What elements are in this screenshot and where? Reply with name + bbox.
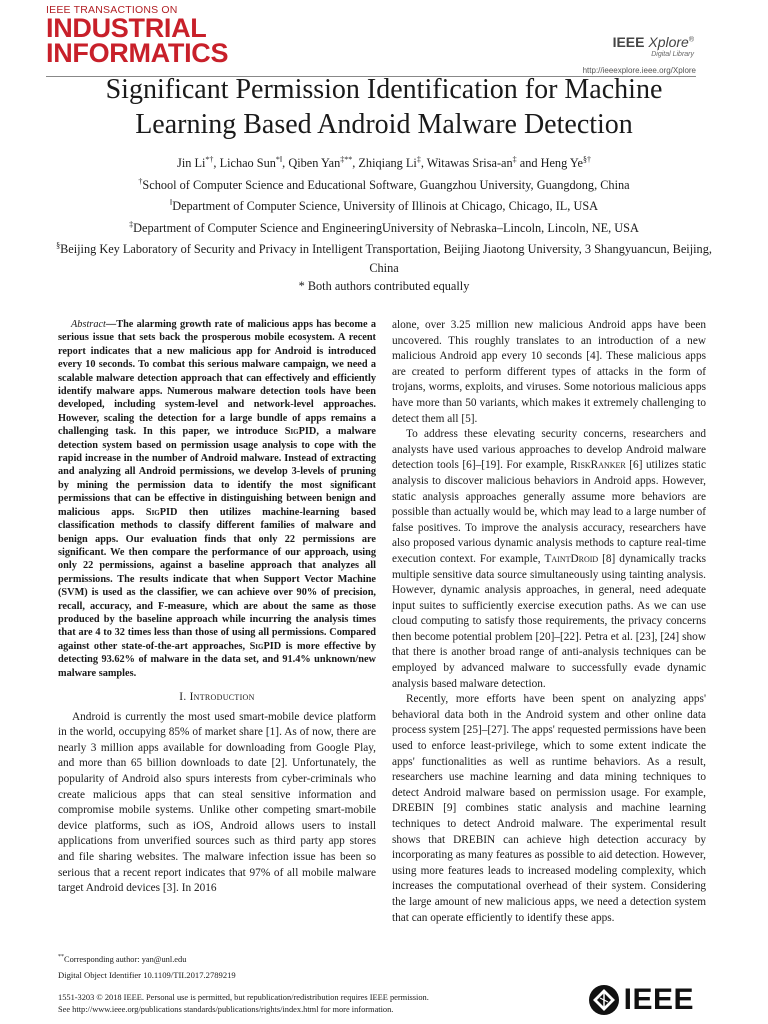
- authors-block: [40, 151, 728, 295]
- author-name: Lichao Sun: [219, 156, 276, 171]
- body-paragraph-1: alone, over 3.25 million new malicious Android apps have been uncovered. This roughly translates to an introduction of a new malicious Android app every 10 seconds [4]. These malicious apps are created to perform different types of attacks in the form of trojans, worms, exploits, and viruses. Some notorious malicious apps have more than 50 variants, which makes it extremely challenging to detect them all [5].: [392, 319, 706, 425]
- affiliation: [40, 216, 728, 238]
- section-heading-introduction: [58, 690, 376, 706]
- affiliation: [40, 173, 728, 195]
- sigpid-name: SigPID: [249, 640, 282, 652]
- paper-title: [40, 72, 728, 142]
- copyright-line-1: 1551-3203 © 2018 IEEE. Personal use is permitted, but republication/redistribution requires IEEE permission.: [58, 993, 429, 1002]
- masthead-line-2: INFORMATICS: [46, 38, 229, 68]
- author-name: Jin Li: [177, 156, 206, 171]
- author-marks: *‖: [275, 155, 283, 164]
- author-marks: ‡: [512, 155, 517, 164]
- copyright-line-2: See http://www.ieee.org/publications standards/publications/rights/index.html for more information.: [58, 1005, 394, 1014]
- equal-contribution-note: * Both authors contributed equally: [298, 278, 470, 293]
- footnote-text: Corresponding author: yan@unl.edu: [64, 954, 187, 964]
- abstract-part-3: then utilizes machine-learning based classification methods to classify different families of malware and benign apps. Our evaluation finds that only 22 permissions are significant. We then compare the performance of our approach, using only 22 permissions, against a baseline approach that analyzes all permissions. The results indicate that when Support Vector Machine (SVM) is used as the classifier, we can achieve over 90% of precision, recall, accuracy, and F-measure, which are about the same as those produced by the baseline approach while incurring the analysis times that are 4 to 32 times less than those of using all permissions. Compared against other state-of-the-art approaches,: [58, 506, 376, 652]
- author-separator: ,: [213, 156, 220, 171]
- tool-name-taintdroid: TaintDroid: [544, 552, 599, 565]
- copyright-notice: [58, 992, 528, 1016]
- affiliation-mark: §: [56, 241, 61, 250]
- intro-paragraph: Android is currently the most used smart-mobile device platform in the world, occupying 85% of market share [1]. As of now, there are nearly 3 million apps available for downloading from Google Play, and more than 65 billion downloads to date [2]. Unfortunately, the popularity of Android also spurs interests from cyber-criminals who create malicious apps that can steal sensitive information and compromise mobile systems. Unlike other competing smart-mobile device platforms, such as iOS, Android allows users to install applications from unverified sources such as third party app stores and file sharing websites. The malware infection issue has been so serious that a recent report indicates that 97% of all mobile malware target Android devices [3]. In 2016: [58, 710, 376, 895]
- masthead-small-line: IEEE TRANSACTIONS ON: [46, 4, 178, 16]
- author-name: Heng Ye: [540, 156, 583, 171]
- footnote-mark: **: [58, 954, 64, 960]
- para2-part-b: [6] utilizes static analysis to discover malicious behaviors in Android apps. However, static analysis approaches generally assume more behaviors are possible than actually would be, which may lead to a large number of false positives. To improve the analysis accuracy, researchers have also proposed various dynamic analysis methods to capture real-time execution context. For example,: [392, 459, 706, 565]
- author-name: Qiben Yan: [288, 156, 341, 171]
- affiliation: [40, 194, 728, 216]
- ieee-diamond-icon: [588, 984, 620, 1016]
- author-marks: ‡**: [340, 155, 353, 164]
- abstract-part-2: , a malware detection system based on permission usage analysis to cope with the rapid increase in the number of Android malware. Instead of extracting and analyzing all Android permissions, we develop 3-levels of pruning by mining the permission data to identify the most significant permissions that can be effective in distinguishing between benign and malicious apps.: [58, 426, 377, 518]
- author-separator: ,: [282, 156, 289, 171]
- xplore-url: http://ieeexplore.ieee.org/Xplore: [582, 66, 696, 75]
- affiliation-text: Department of Computer Science, University of Illinois at Chicago, Chicago, IL, USA: [172, 199, 599, 214]
- sigpid-name: SigPID: [284, 426, 317, 438]
- affiliation-text: School of Computer Science and Educational Software, Guangzhou University, Guangdong, China: [142, 177, 630, 192]
- affiliation-text: Department of Computer Science and EngineeringUniversity of Nebraska–Lincoln, Lincoln, NE, USA: [133, 220, 639, 235]
- author-name: Zhiqiang Li: [358, 156, 417, 171]
- body-paragraph-3: Recently, more efforts have been spent on analyzing apps' behavioral data both in the Android system and other online data process system [25]–[27]. The apps' requested permissions have been used to enforce least-privilege, which to some extent indicate the apps' functionalities as well as runtime behaviors. As a result, researchers use machine learning and data mining techniques to detect Android malware based on permission usage. For example, DREBIN [9] combines static analysis and machine learning techniques to detect Android malware. The experimental result shows that DREBIN can achieve high detection accuracy by incorporating as many features as possible to aid detection. However, using more features leads to increased modeling complexity, which increases the computational overhead of their system. Considering the large amount of new malicious apps, we need a detection system that can operate efficiently to identify these apps.: [392, 693, 706, 924]
- para2-part-a: To address these elevating security concerns, researchers and analysts have used various approaches to develop Android malware detection tools [6]–[19]. For example,: [392, 428, 706, 472]
- section-number: I.: [179, 690, 190, 703]
- corresponding-author-footnote: [58, 951, 376, 966]
- title-line-2: Learning Based Android Malware Detection: [135, 109, 633, 140]
- author-list: [40, 151, 728, 173]
- para2-part-c: [8] dynamically tracks multiple sensitive data source simultaneously using tainting analysis. However, dynamic analysis approaches, in general, need adequate input suites to sufficiently exercise execution paths. As we can use cloud computing to satisfy those requirements, the privacy concerns then become potential problem [20]–[22]. Petra et al. [23], [24] show that there is another broad range of anti-analysis techniques can be employed by advanced malware to successfully evade dynamic analysis based malware detection.: [392, 552, 706, 690]
- abstract-part-1: —The alarming growth rate of malicious apps has become a serious issue that sets back the prosperous mobile ecosystem. A recent report indicates that a new malicious app for Android is introduced every 10 seconds. To combat this serious malware campaign, we need a scalable malware detection approach that can effectively and efficiently identify malware apps. Numerous malware detection tools have been developed, including system-level and network-level approaches. However, scaling the detection for a large bundle of apps remains a challenging task. In this paper, we introduce: [58, 319, 376, 438]
- doi-line: Digital Object Identifier 10.1109/TII.2017.2789219: [58, 970, 236, 980]
- masthead-line-1: INDUSTRIAL: [46, 13, 207, 43]
- affiliation-mark: ‖: [169, 198, 173, 207]
- author-marks: ‡: [416, 155, 421, 164]
- author-marks: *†: [205, 155, 214, 164]
- xplore-sub: Digital Library: [651, 51, 694, 58]
- affiliation: [40, 237, 728, 277]
- tool-name-riskranker: RiskRanker: [570, 459, 626, 472]
- abstract: [58, 318, 376, 680]
- affiliation-list: [40, 173, 728, 277]
- affiliation-mark: ‡: [129, 219, 134, 229]
- sigpid-name: SigPID: [145, 506, 178, 518]
- ieee-wordmark: IEEE: [623, 983, 694, 1016]
- author-separator: and: [516, 156, 541, 171]
- abstract-lead: Abstract: [71, 319, 106, 330]
- affiliation-mark: †: [138, 176, 143, 186]
- affiliation-text: Beijing Key Laboratory of Security and Privacy in Intelligent Transportation, Beijing Jiaotong University, 3 Shangyuancun, Beijing, China: [60, 242, 712, 275]
- abstract-part-4: is more effective by detecting 93.62% of malware in the data set, and 91.4% unknown/new malware samples.: [58, 640, 376, 679]
- xplore-brand-b: Xplore: [648, 34, 689, 50]
- journal-masthead: [46, 0, 306, 66]
- author-separator: ,: [420, 156, 427, 171]
- body-paragraph-2: [392, 427, 706, 692]
- author-name: Witawas Srisa-an: [426, 156, 513, 171]
- author-marks: §†: [582, 155, 591, 164]
- author-separator: ,: [352, 156, 359, 171]
- ieee-xplore-logo: [613, 34, 694, 58]
- title-line-1: Significant Permission Identification for Machine: [105, 74, 663, 105]
- left-column: [58, 318, 376, 897]
- xplore-brand-a: IEEE: [612, 34, 649, 50]
- section-title: Introduction: [189, 690, 255, 703]
- ieee-logo: [588, 984, 694, 1016]
- right-column: [392, 318, 706, 926]
- xplore-reg-mark: ®: [688, 36, 694, 44]
